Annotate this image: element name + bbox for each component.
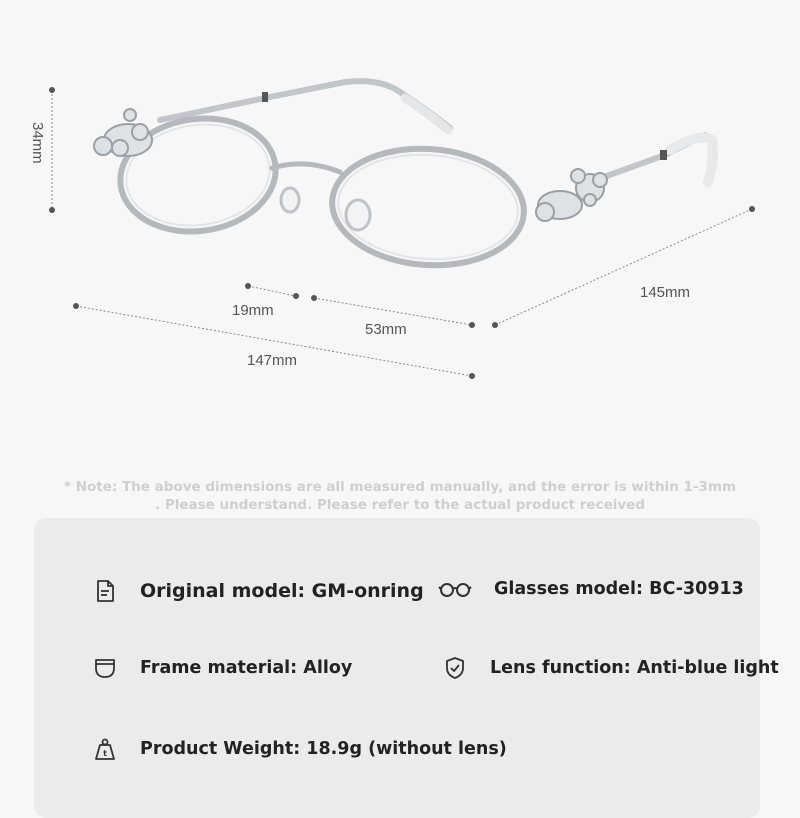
temple-length-label: 145mm xyxy=(640,284,691,301)
weight-icon xyxy=(92,736,118,762)
shield-check-icon xyxy=(442,655,468,681)
lens-width-label: 53mm xyxy=(365,321,407,338)
document-icon xyxy=(92,578,118,604)
note-line-1: * Note: The above dimensions are all measured manually, and the error is within 1-3mm xyxy=(63,479,737,495)
spec-glasses-model xyxy=(438,576,744,602)
original-model-text: Original model: GM-onring xyxy=(140,580,424,602)
glasses-icon xyxy=(438,576,472,602)
lens-function-text: Lens function: Anti-blue light xyxy=(490,658,779,678)
frame-icon xyxy=(92,655,118,681)
note-line-2: . Please understand. Please refer to the actual product received xyxy=(155,497,645,513)
spec-frame-material xyxy=(92,655,352,681)
product-weight-text: Product Weight: 18.9g (without lens) xyxy=(140,739,507,759)
svg-text:t: t xyxy=(103,749,107,758)
glasses-illustration xyxy=(94,81,713,271)
specs-card xyxy=(34,518,779,818)
frame-material-text: Frame material: Alloy xyxy=(140,658,353,678)
spec-lens-function xyxy=(442,655,779,681)
spec-product-weight xyxy=(92,736,507,762)
bridge-width-label: 19mm xyxy=(232,302,274,319)
spec-original-model xyxy=(92,578,424,604)
glasses-model-text: Glasses model: BC-30913 xyxy=(494,579,744,599)
frame-width-label: 147mm xyxy=(247,352,298,369)
measurement-note xyxy=(40,478,760,514)
lens-height-label: 34mm xyxy=(29,122,46,164)
